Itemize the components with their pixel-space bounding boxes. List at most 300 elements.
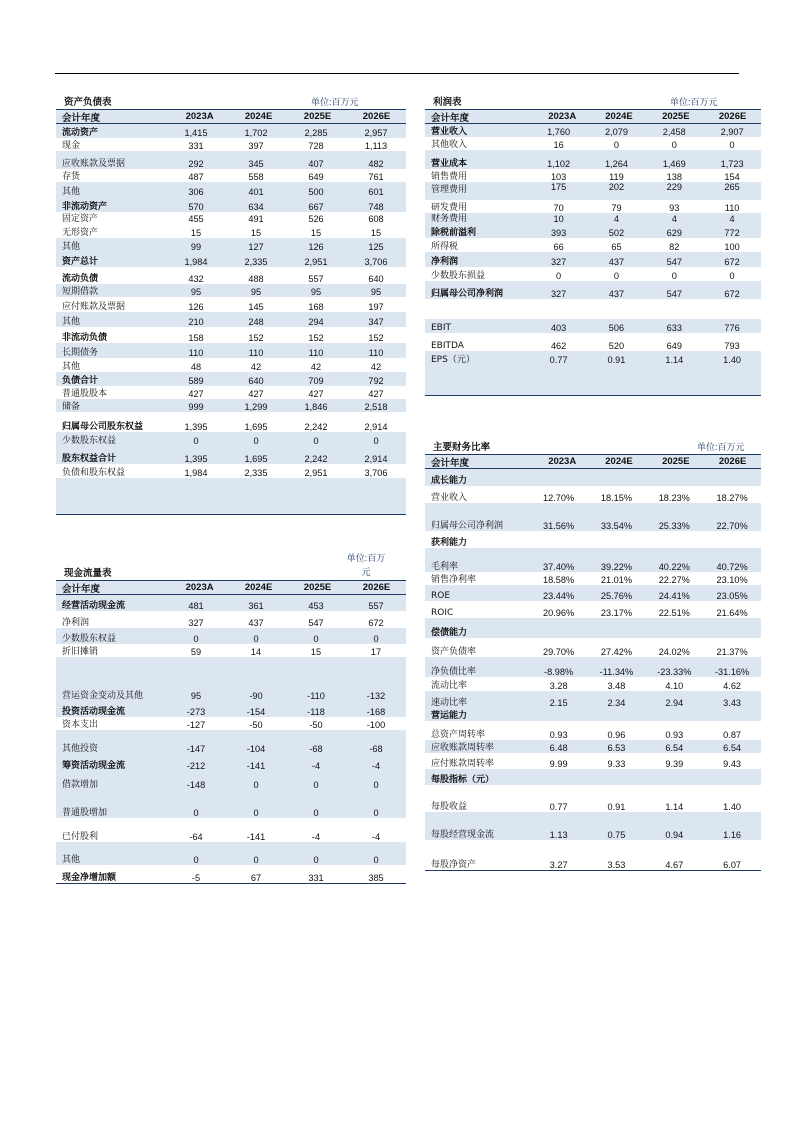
table-row <box>425 812 761 840</box>
table-row <box>425 333 761 351</box>
row-value: 793 <box>724 341 740 351</box>
table-row <box>425 267 761 281</box>
row-value: 0 <box>253 855 259 865</box>
table-bottom-rule <box>56 883 406 884</box>
row-value: 6.54 <box>723 743 742 753</box>
row-label: 资产总计 <box>62 257 99 267</box>
row-label: EBIT <box>431 323 452 333</box>
row-value: 748 <box>368 202 384 212</box>
row-value: 2,335 <box>244 468 268 478</box>
row-value: 22.27% <box>658 575 690 585</box>
row-value: 294 <box>308 317 324 327</box>
row-value: 1.13 <box>549 830 568 840</box>
row-value: 9.39 <box>665 759 684 769</box>
row-value: 427 <box>188 389 204 399</box>
row-value: 2.15 <box>549 698 568 708</box>
row-value: -127 <box>186 720 206 730</box>
row-value: 119 <box>609 172 624 182</box>
row-value: 500 <box>308 187 324 197</box>
row-value: 15 <box>370 228 382 238</box>
row-label: 资产负债率 <box>431 647 477 657</box>
row-value: 110 <box>724 203 740 213</box>
row-value: 427 <box>248 389 264 399</box>
row-label: 存货 <box>62 172 81 182</box>
row-value: 437 <box>248 618 264 628</box>
row-value: 0.77 <box>549 355 568 365</box>
row-value: 229 <box>666 182 682 192</box>
table-row <box>425 351 761 365</box>
row-label: 负债合计 <box>62 376 99 386</box>
row-value: 3.53 <box>607 860 626 870</box>
row-value: 1,846 <box>304 402 328 412</box>
row-value: 437 <box>608 289 625 299</box>
row-value: -132 <box>366 691 386 701</box>
row-label: 所得税 <box>431 242 459 252</box>
row-value: 761 <box>368 172 384 182</box>
table-row <box>425 182 761 200</box>
row-value: 152 <box>308 333 324 343</box>
row-value: 1,984 <box>184 257 208 267</box>
cash-flow-panel <box>56 550 406 884</box>
balance-sheet-panel <box>56 96 406 515</box>
row-value: -68 <box>369 744 383 754</box>
row-label: 获利能力 <box>431 538 468 548</box>
row-value: 0 <box>253 780 259 790</box>
row-value: 1.14 <box>665 802 684 812</box>
row-label: 流动比率 <box>431 681 468 691</box>
row-label: 每股指标（元） <box>431 775 495 785</box>
unit-label: 单位:百万元 <box>346 553 386 577</box>
row-label: 折旧摊销 <box>62 647 99 657</box>
column-header-row <box>425 110 761 123</box>
row-value: 18.27% <box>716 493 748 503</box>
row-value: 1,984 <box>184 468 208 478</box>
row-value: 15 <box>190 228 202 238</box>
row-value: 0 <box>373 634 379 644</box>
row-value: 127 <box>248 242 264 252</box>
row-value: 403 <box>550 323 567 333</box>
row-value: 2,518 <box>364 402 388 412</box>
row-value: 0 <box>313 634 319 644</box>
income-statement-panel <box>425 96 761 396</box>
row-value: 462 <box>550 341 567 351</box>
row-value: 42 <box>250 362 262 372</box>
row-value: 0.91 <box>607 802 626 812</box>
row-value: 0 <box>313 808 319 818</box>
unit-label: 单位:百万元 <box>670 97 718 107</box>
row-label: 少数股东损益 <box>431 271 486 281</box>
table-title: 主要财务比率 <box>433 442 491 453</box>
table-row <box>56 124 406 138</box>
row-value: 327 <box>550 289 567 299</box>
row-value: 4 <box>671 214 677 224</box>
row-label: 其他 <box>62 242 81 252</box>
row-label: 借款增加 <box>62 780 99 790</box>
row-label: 少数股东权益 <box>62 634 117 644</box>
row-label: 其他收入 <box>431 140 468 150</box>
row-value: -147 <box>186 744 206 754</box>
row-value: -50 <box>309 720 323 730</box>
row-value: 481 <box>188 601 204 611</box>
row-value: 125 <box>368 242 384 252</box>
row-value: 437 <box>608 257 625 267</box>
row-value: -148 <box>186 780 206 790</box>
row-label: 现金 <box>62 141 81 151</box>
table-row <box>56 701 406 717</box>
row-value: 633 <box>666 323 682 333</box>
row-value: 2,914 <box>364 422 388 432</box>
row-value: 487 <box>188 172 204 182</box>
row-value: 526 <box>308 214 324 224</box>
row-value: 3.48 <box>607 681 626 691</box>
row-value: 1,723 <box>720 159 744 169</box>
row-value: 126 <box>308 242 324 252</box>
row-value: 3.28 <box>549 681 568 691</box>
row-value: 488 <box>248 274 264 284</box>
row-value: 18.23% <box>658 493 690 503</box>
row-value: 0.77 <box>549 802 568 812</box>
row-value: 65 <box>611 242 622 252</box>
row-value: 0 <box>373 780 379 790</box>
row-value: 3,706 <box>364 257 388 267</box>
row-value: 393 <box>550 228 567 238</box>
row-value: 792 <box>368 376 384 386</box>
row-value: 401 <box>248 187 264 197</box>
column-header-row <box>56 581 406 594</box>
row-value: 95 <box>310 287 322 297</box>
table-title: 资产负债表 <box>64 97 112 108</box>
row-value: 95 <box>190 287 202 297</box>
row-label: 其他 <box>62 362 81 372</box>
table-row <box>56 628 406 644</box>
row-value: 0.75 <box>607 830 626 840</box>
row-value: 0 <box>729 140 735 150</box>
row-value: 672 <box>724 257 740 267</box>
row-value: 110 <box>248 348 264 358</box>
row-label: 普通股增加 <box>62 808 108 818</box>
row-value: 99 <box>190 242 202 252</box>
row-label: 营运资金变动及其他 <box>62 691 144 701</box>
row-value: 0 <box>373 436 379 446</box>
row-value: 2,285 <box>304 128 328 138</box>
row-value: 570 <box>188 202 204 212</box>
row-value: 292 <box>188 159 204 169</box>
row-value: 110 <box>368 348 384 358</box>
table-row <box>425 319 761 333</box>
table-row <box>56 182 406 197</box>
row-value: 0 <box>556 271 562 281</box>
row-value: 23.44% <box>543 591 575 601</box>
row-value: 0 <box>193 808 199 818</box>
row-value: 42 <box>370 362 382 372</box>
row-value: 1,395 <box>184 454 208 464</box>
row-value: -4 <box>371 761 381 771</box>
row-label: 成长能力 <box>431 476 468 486</box>
row-value: 23.10% <box>716 575 748 585</box>
table-row <box>425 469 761 486</box>
row-value: -100 <box>366 720 386 730</box>
row-label: 储备 <box>62 402 81 412</box>
table-row <box>56 197 406 212</box>
column-header-year: 2024E <box>244 582 273 593</box>
row-value: 152 <box>368 333 384 343</box>
row-value: 67 <box>250 873 262 883</box>
row-value: 40.72% <box>716 562 748 572</box>
row-value: 59 <box>190 647 202 657</box>
row-label: 营业收入 <box>431 493 468 503</box>
row-value: 3,706 <box>364 468 388 478</box>
row-value: 0 <box>193 436 199 446</box>
row-value: 1,102 <box>547 159 571 169</box>
table-row <box>425 601 761 618</box>
table-title-row <box>425 441 761 455</box>
row-label: 每股经营现金流 <box>431 830 495 840</box>
row-value: 1.40 <box>723 355 742 365</box>
row-value: 2,335 <box>244 257 268 267</box>
row-value: 3.43 <box>723 698 742 708</box>
row-value: 331 <box>188 141 204 151</box>
row-value: 15 <box>310 228 322 238</box>
column-header-row <box>425 455 761 468</box>
row-value: -141 <box>246 832 266 842</box>
table-row <box>56 169 406 182</box>
column-header-label: 会计年度 <box>62 583 101 595</box>
row-label: 每股收益 <box>431 802 468 812</box>
row-value: 1,760 <box>547 127 571 137</box>
table-row <box>425 769 761 785</box>
unit-label: 单位:百万元 <box>311 97 359 107</box>
row-value: 12.70% <box>543 493 575 503</box>
row-label: 偿债能力 <box>431 628 468 638</box>
row-label: 少数股东权益 <box>62 436 117 446</box>
row-value: 709 <box>308 376 324 386</box>
table-row <box>56 412 406 432</box>
column-header-label: 会计年度 <box>431 112 470 124</box>
row-value: 772 <box>724 228 740 238</box>
table-row <box>425 785 761 812</box>
row-value: 1.40 <box>723 802 742 812</box>
row-value: 0.94 <box>665 830 684 840</box>
row-value: 248 <box>248 317 264 327</box>
row-value: 2,957 <box>364 128 388 138</box>
row-label: 普通股股本 <box>62 389 108 399</box>
row-value: 2.34 <box>607 698 626 708</box>
row-label: 研发费用 <box>431 203 468 213</box>
column-header-year: 2023A <box>548 111 577 122</box>
row-value: 17 <box>370 647 382 657</box>
row-value: 6.54 <box>665 743 684 753</box>
table-row <box>425 585 761 601</box>
row-value: 1,299 <box>244 402 268 412</box>
row-value: 0.96 <box>607 730 626 740</box>
row-value: 25.33% <box>658 521 690 531</box>
table-row <box>425 691 761 708</box>
row-value: 24.02% <box>658 647 690 657</box>
column-header-year: 2025E <box>303 582 332 593</box>
row-value: 152 <box>248 333 264 343</box>
row-label: EPS（元） <box>431 355 475 365</box>
row-value: 2,951 <box>304 468 328 478</box>
row-value: 16 <box>553 140 564 150</box>
table-row <box>56 771 406 790</box>
row-value: 776 <box>724 323 740 333</box>
table-row <box>56 717 406 730</box>
table-row <box>425 281 761 299</box>
row-value: 2,458 <box>662 127 686 137</box>
row-value: 1.16 <box>723 830 742 840</box>
table-row <box>425 638 761 657</box>
row-label: 营运能力 <box>431 711 468 721</box>
table-row <box>425 486 761 503</box>
table-row <box>56 464 406 478</box>
row-label: 销售费用 <box>431 172 468 182</box>
row-label: 每股净资产 <box>431 860 477 870</box>
row-label: 管理费用 <box>431 185 468 195</box>
row-value: -64 <box>189 832 203 842</box>
table-row <box>425 137 761 150</box>
table-row <box>56 372 406 386</box>
table-title: 现金流量表 <box>64 568 112 579</box>
row-value: 0.93 <box>665 730 684 740</box>
row-label: 除税前溢利 <box>431 228 477 238</box>
row-label: 短期借款 <box>62 287 99 297</box>
row-value: -104 <box>246 744 266 754</box>
row-label: 其他投资 <box>62 744 99 754</box>
table-row <box>56 818 406 842</box>
table-row <box>425 213 761 224</box>
row-value: 0 <box>313 436 319 446</box>
row-value: -110 <box>307 691 325 701</box>
row-value: 999 <box>188 402 204 412</box>
row-value: 15 <box>310 647 322 657</box>
row-value: 110 <box>188 348 204 358</box>
table-row <box>56 644 406 657</box>
table-row <box>425 169 761 182</box>
table-row <box>425 840 761 870</box>
row-label: 其他 <box>62 187 81 197</box>
table-row <box>56 267 406 284</box>
row-value: 0 <box>253 808 259 818</box>
row-value: 202 <box>608 182 625 192</box>
row-value: 397 <box>248 141 264 151</box>
row-value: 0.87 <box>723 730 742 740</box>
row-value: 407 <box>308 159 324 169</box>
column-header-year: 2026E <box>362 111 391 122</box>
table-row <box>56 657 406 701</box>
row-value: -5 <box>191 873 201 883</box>
row-value: 100 <box>724 242 740 252</box>
row-value: 385 <box>368 873 384 883</box>
row-value: 1,113 <box>364 141 388 151</box>
row-value: 103 <box>550 172 567 182</box>
column-header-year: 2026E <box>362 582 391 593</box>
table-row <box>56 238 406 252</box>
row-value: 14 <box>250 647 262 657</box>
row-value: 427 <box>308 389 324 399</box>
row-value: 1,695 <box>244 422 268 432</box>
row-value: -4 <box>371 832 381 842</box>
table-row <box>425 150 761 169</box>
row-value: 95 <box>190 691 202 701</box>
row-value: -4 <box>311 832 321 842</box>
column-header-row <box>56 110 406 123</box>
table-row <box>425 740 761 753</box>
table-row <box>56 595 406 611</box>
row-value: 0 <box>613 140 619 150</box>
row-value: 608 <box>368 214 384 224</box>
row-label: EBITDA <box>431 341 464 351</box>
table-row <box>425 708 761 721</box>
row-value: 23.05% <box>716 591 748 601</box>
column-header-label: 会计年度 <box>431 457 470 469</box>
row-value: 21.37% <box>716 647 748 657</box>
table-row <box>425 618 761 638</box>
row-value: 506 <box>608 323 625 333</box>
column-header-year: 2024E <box>605 456 633 467</box>
row-label: ROE <box>431 591 451 601</box>
row-value: 93 <box>669 203 680 213</box>
row-value: 1,469 <box>662 159 686 169</box>
row-value: 95 <box>250 287 262 297</box>
row-value: 327 <box>550 257 567 267</box>
row-value: -273 <box>186 707 206 717</box>
row-value: 0 <box>253 436 259 446</box>
row-label: 归属母公司股东权益 <box>62 422 144 432</box>
unit-label: 单位:百万元 <box>697 442 745 452</box>
row-value: 2,907 <box>720 127 744 137</box>
row-label: 资本支出 <box>62 720 99 730</box>
table-row <box>425 124 761 137</box>
table-row <box>56 842 406 865</box>
row-value: 9.43 <box>723 759 742 769</box>
table-row <box>56 446 406 464</box>
row-value: -31.16% <box>714 667 750 677</box>
row-value: 20.96% <box>543 608 575 618</box>
row-label: 无形资产 <box>62 228 99 238</box>
row-label: 销售净利率 <box>431 575 477 585</box>
row-value: 629 <box>666 228 682 238</box>
row-value: 640 <box>248 376 264 386</box>
column-header-year: 2026E <box>718 111 747 122</box>
row-label: 非流动负债 <box>62 333 108 343</box>
row-value: 2.94 <box>665 698 684 708</box>
row-label: 经营活动现金流 <box>62 601 126 611</box>
row-value: 432 <box>188 274 204 284</box>
row-value: 634 <box>248 202 264 212</box>
row-value: -68 <box>309 744 323 754</box>
row-value: 502 <box>608 228 625 238</box>
table-row <box>56 386 406 399</box>
row-value: 1,695 <box>244 454 268 464</box>
row-value: 70 <box>553 203 564 213</box>
row-value: 0.91 <box>607 355 626 365</box>
table-bottom-rule <box>425 870 761 871</box>
table-row <box>56 212 406 224</box>
row-value: 558 <box>248 172 264 182</box>
table-row <box>56 754 406 771</box>
table-row <box>425 548 761 572</box>
row-value: 306 <box>188 187 204 197</box>
row-label: 应收账款周转率 <box>431 743 495 753</box>
row-label: 毛利率 <box>431 562 459 572</box>
row-value: 1,415 <box>184 128 208 138</box>
row-value: 520 <box>608 341 625 351</box>
row-value: 2,242 <box>304 422 328 432</box>
table-row <box>56 730 406 754</box>
row-value: 126 <box>188 302 204 312</box>
row-value: 4.67 <box>665 860 684 870</box>
row-value: 168 <box>308 302 324 312</box>
